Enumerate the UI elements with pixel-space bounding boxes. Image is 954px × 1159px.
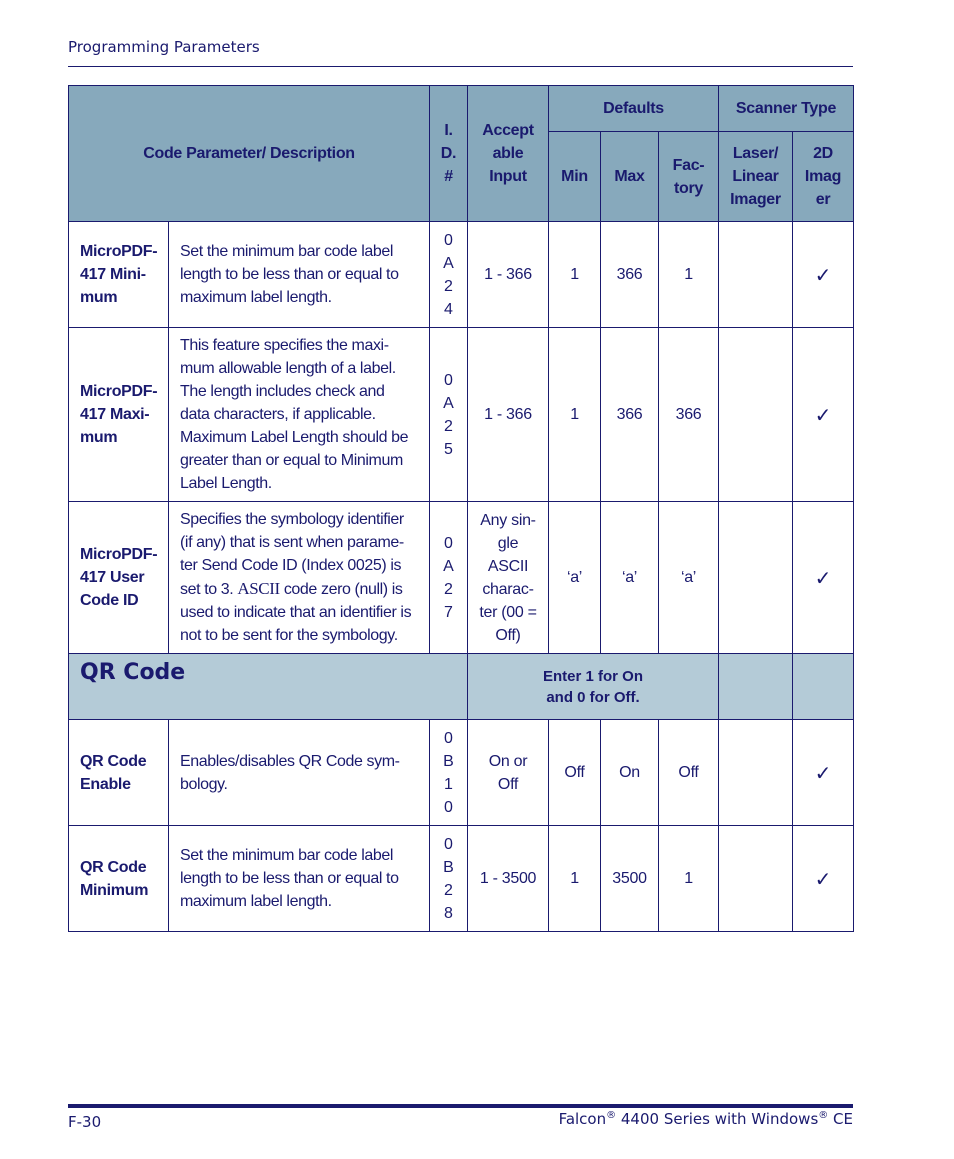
param-laser-cell bbox=[719, 328, 793, 502]
param-default-min: 1 bbox=[549, 328, 601, 502]
param-description: This feature specifies the maxi- mum allowable length of a label. The length includes check and data characters, if applicable. Maximum Label Length should be greater than or equal to Minimum Label Length. bbox=[169, 328, 430, 502]
table-row bbox=[69, 826, 854, 932]
param-default-max: ‘a’ bbox=[601, 502, 659, 654]
footer-product-title: Falcon® 4400 Series with Windows® CE bbox=[558, 1110, 853, 1128]
param-name: MicroPDF- 417 User Code ID bbox=[69, 502, 169, 654]
param-default-factory: Off bbox=[659, 720, 719, 826]
param-default-min: ‘a’ bbox=[549, 502, 601, 654]
table-row bbox=[69, 328, 854, 502]
checkmark-icon: ✓ bbox=[793, 720, 854, 826]
param-id: 0 B 2 8 bbox=[430, 826, 468, 932]
param-default-factory: 1 bbox=[659, 826, 719, 932]
col-head-laser-linear-imager: Laser/ Linear Imager bbox=[719, 132, 793, 222]
param-laser-cell bbox=[719, 720, 793, 826]
section-title: QR Code bbox=[69, 654, 468, 720]
col-head-2d-imager: 2D Imag er bbox=[793, 132, 854, 222]
param-default-factory: ‘a’ bbox=[659, 502, 719, 654]
param-default-min: Off bbox=[549, 720, 601, 826]
col-head-scanner-type: Scanner Type bbox=[719, 86, 854, 132]
header-rule bbox=[68, 66, 853, 67]
param-name: QR Code Enable bbox=[69, 720, 169, 826]
param-default-max: 366 bbox=[601, 328, 659, 502]
param-laser-cell bbox=[719, 826, 793, 932]
ascii-term: ASCII bbox=[237, 579, 280, 598]
param-laser-cell bbox=[719, 502, 793, 654]
col-head-acceptable-input: Accept able Input bbox=[468, 86, 549, 222]
param-default-factory: 1 bbox=[659, 222, 719, 328]
param-acceptable-input: On or Off bbox=[468, 720, 549, 826]
param-acceptable-input: 1 - 3500 bbox=[468, 826, 549, 932]
table-row bbox=[69, 720, 854, 826]
checkmark-icon: ✓ bbox=[793, 826, 854, 932]
col-head-max: Max bbox=[601, 132, 659, 222]
param-id: 0 A 2 7 bbox=[430, 502, 468, 654]
section-row bbox=[69, 654, 854, 720]
col-head-factory: Fac- tory bbox=[659, 132, 719, 222]
param-id: 0 A 2 5 bbox=[430, 328, 468, 502]
param-default-min: 1 bbox=[549, 222, 601, 328]
checkmark-icon: ✓ bbox=[793, 502, 854, 654]
param-default-max: On bbox=[601, 720, 659, 826]
section-laser-cell bbox=[719, 654, 793, 720]
param-acceptable-input: Any sin- gle ASCII charac- ter (00 = Off) bbox=[468, 502, 549, 654]
param-default-min: 1 bbox=[549, 826, 601, 932]
section-note: Enter 1 for On and 0 for Off. bbox=[468, 654, 719, 720]
col-head-description: Code Parameter/ Description bbox=[69, 86, 430, 222]
table-row bbox=[69, 222, 854, 328]
param-acceptable-input: 1 - 366 bbox=[468, 328, 549, 502]
param-name: MicroPDF- 417 Mini- mum bbox=[69, 222, 169, 328]
col-head-id: I. D. # bbox=[430, 86, 468, 222]
param-description: Enables/disables QR Code sym- bology. bbox=[169, 720, 430, 826]
param-default-max: 366 bbox=[601, 222, 659, 328]
param-name: MicroPDF- 417 Maxi- mum bbox=[69, 328, 169, 502]
param-id: 0 B 1 0 bbox=[430, 720, 468, 826]
param-description: Set the minimum bar code label length to be less than or equal to maximum label length. bbox=[169, 826, 430, 932]
table-row bbox=[69, 502, 854, 654]
running-header: Programming Parameters bbox=[68, 38, 260, 56]
param-acceptable-input: 1 - 366 bbox=[468, 222, 549, 328]
checkmark-icon: ✓ bbox=[793, 328, 854, 502]
checkmark-icon: ✓ bbox=[793, 222, 854, 328]
param-description: Specifies the symbology identifier (if any) that is sent when parame- ter Send Code ID (Index 0025) is set to 3. ASCII code zero (null) is used to indicate that an identifier is not to be sent for the symbology. bbox=[169, 502, 430, 654]
footer-rule bbox=[68, 1104, 853, 1108]
col-head-min: Min bbox=[549, 132, 601, 222]
param-default-max: 3500 bbox=[601, 826, 659, 932]
param-description: Set the minimum bar code label length to be less than or equal to maximum label length. bbox=[169, 222, 430, 328]
section-2d-cell bbox=[793, 654, 854, 720]
page-number: F-30 bbox=[68, 1113, 102, 1131]
parameter-table bbox=[68, 85, 854, 932]
param-default-factory: 366 bbox=[659, 328, 719, 502]
col-head-defaults: Defaults bbox=[549, 86, 719, 132]
param-id: 0 A 2 4 bbox=[430, 222, 468, 328]
param-name: QR Code Minimum bbox=[69, 826, 169, 932]
param-laser-cell bbox=[719, 222, 793, 328]
